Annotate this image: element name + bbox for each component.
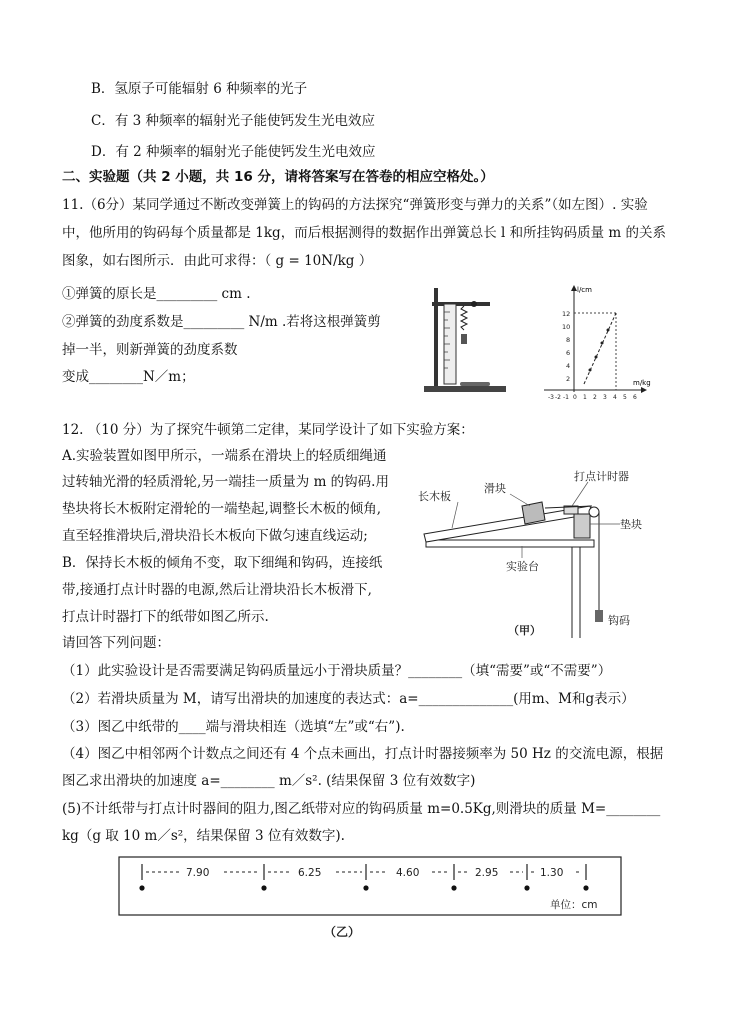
graph-xlabel: m/kg — [633, 379, 651, 387]
caption-jia: （甲） — [508, 624, 541, 637]
q11-answer2: ②弹簧的劲度系数是_________ N/m .若将这根弹簧剪 — [62, 314, 381, 330]
tape-unit: 单位：cm — [550, 899, 598, 911]
figure-jia — [412, 462, 657, 642]
tape-seg-5: 1.30 — [540, 867, 564, 879]
label-timer: 打点计时器 — [574, 470, 629, 483]
svg-text:8: 8 — [566, 336, 571, 344]
q12-a2: 过转轴光滑的轻质滑轮,另一端挂一质量为 m 的钩码.用 — [62, 474, 389, 490]
figure-yi-tape — [118, 856, 624, 946]
option-c: C．有 3 种频率的辐射光子能使钙发生光电效应 — [91, 113, 376, 129]
q12-sub2: （2）若滑块质量为 M，请写出滑块的加速度的表达式：a=______________(用m、M和g表示） — [62, 691, 635, 707]
label-board: 长木板 — [418, 490, 451, 503]
svg-text:6: 6 — [566, 349, 571, 357]
caption-yi: （乙） — [324, 925, 361, 939]
spring-stand-figure — [420, 282, 535, 398]
q12-sub5a: (5)不计纸带与打点计时器间的阻力,图乙纸带对应的钩码质量 m=0.5Kg,则滑块的质量 M=________ — [62, 801, 661, 817]
svg-text:2: 2 — [593, 394, 597, 401]
svg-text:3: 3 — [603, 394, 607, 401]
q12-a4: 直至轻推滑块后,滑块沿长木板向下做匀速直线运动; — [62, 528, 368, 544]
svg-text:-3: -3 — [548, 394, 554, 401]
svg-text:4: 4 — [566, 362, 571, 370]
svg-text:1: 1 — [583, 394, 587, 401]
q12-b1: B．保持长木板的倾角不变，取下细绳和钩码，连接纸 — [62, 555, 383, 571]
q12-prompt: 请回答下列问题： — [62, 635, 170, 651]
q12-sub1: （1）此实验设计是否需要满足钩码质量远小于滑块质量？________（填“需要”或“不需要”） — [62, 663, 612, 679]
svg-text:-2: -2 — [555, 394, 561, 401]
svg-text:2: 2 — [566, 375, 571, 383]
graph-ylabel: l/cm — [577, 286, 592, 294]
svg-text:6: 6 — [633, 394, 637, 401]
q11-answer1: ①弹簧的原长是_________ cm . — [62, 286, 251, 302]
q12-a1: A.实验装置如图甲所示，一端系在滑块上的轻质细绳通 — [62, 448, 387, 464]
option-b: B．氢原子可能辐射 6 种频率的光子 — [91, 81, 308, 97]
q12-sub5b: kg（g 取 10 m／s²，结果保留 3 位有效数字). — [62, 828, 345, 844]
q12-b2: 带,接通打点计时器的电源,然后让滑块沿长木板滑下, — [62, 582, 372, 598]
label-weight: 钩码 — [608, 614, 630, 627]
q12-a3: 垫块将长木板附定滑轮的一端垫起,调整长木板的倾角, — [62, 501, 382, 517]
svg-text:0: 0 — [573, 394, 577, 401]
label-pad: 垫块 — [620, 518, 642, 531]
svg-text:10: 10 — [562, 323, 571, 331]
tape-seg-1: 7.90 — [186, 867, 210, 879]
q11-answer3: 掉一半，则新弹簧的劲度系数 — [62, 342, 238, 358]
label-table: 实验台 — [506, 560, 539, 573]
q11-line2: 中，他所用的钩码每个质量都是 1kg，而后根据测得的数据作出弹簧总长 l 和所挂钩码质量 m 的关系 — [62, 225, 666, 241]
q12-sub3: （3）图乙中纸带的____端与滑块相连（选填“左”或“右”). — [62, 719, 405, 735]
tape-seg-2: 6.25 — [298, 867, 322, 879]
q11-answer4: 变成________N／m； — [62, 369, 195, 385]
svg-text:5: 5 — [623, 394, 627, 401]
option-d: D．有 2 种频率的辐射光子能使钙发生光电效应 — [91, 144, 376, 160]
svg-text:-1: -1 — [563, 394, 569, 401]
svg-text:12: 12 — [562, 310, 571, 318]
q12-b3: 打点计时器打下的纸带如图乙所示. — [62, 609, 269, 625]
label-slider: 滑块 — [484, 482, 506, 495]
svg-text:4: 4 — [613, 394, 617, 401]
q12-sub4b: 图乙求出滑块的加速度 a=________ m／s². (结果保留 3 位有效数字) — [62, 773, 476, 789]
tape-seg-4: 2.95 — [475, 867, 499, 879]
q12-line1: 12. （10 分）为了探究牛顿第二定律，某同学设计了如下实验方案： — [62, 422, 474, 438]
q11-line3: 图象，如右图所示．由此可求得：（ g = 10N/kg ） — [62, 253, 373, 269]
q11-line1: 11.（6分）某同学通过不断改变弹簧上的钩码的方法探究“弹簧形变与弹力的关系”（如左图）. 实验 — [62, 197, 648, 213]
q12-sub4a: （4）图乙中相邻两个计数点之间还有 4 个点未画出，打点计时器接频率为 50 Hz 的交流电源，根据 — [62, 746, 664, 762]
section-heading: 二、实验题（共 2 小题，共 16 分，请将答案写在答卷的相应空格处。） — [62, 169, 494, 185]
tape-seg-3: 4.60 — [396, 867, 420, 879]
length-mass-graph — [538, 282, 656, 402]
